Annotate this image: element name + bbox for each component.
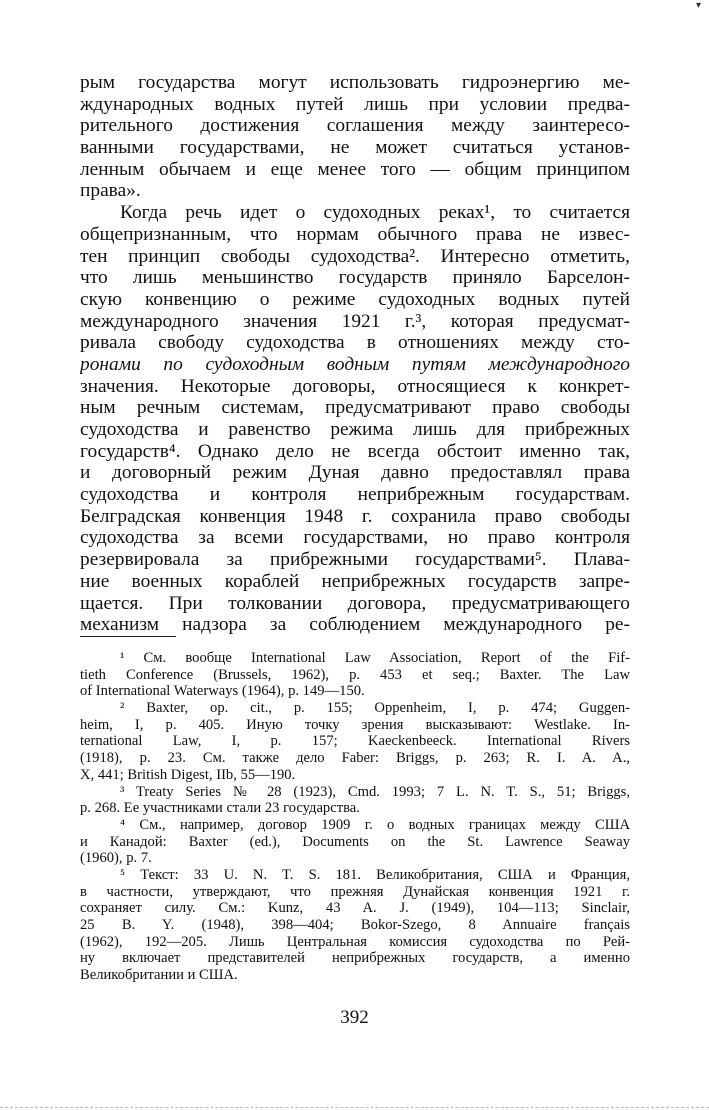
text-line: механизм надзора за соблюдением международного ре- [80, 614, 630, 636]
footnote-line: p. 268. Ее участниками стали 23 государства. [80, 800, 360, 817]
corner-mark: ▾ [695, 0, 701, 11]
text-line: Когда речь идет о судоходных реках¹, то считается [120, 202, 630, 224]
text-line: общепризнанным, что нормам обычного права не извес- [80, 223, 630, 245]
footnote-line: в частности, утверждают, что прежняя Дунайская конвенция 1921 г. [80, 883, 630, 900]
footnote-line: of International Waterways (1964), p. 149—150. [80, 683, 365, 700]
footnote-line: сохраняет силу. См.: Kunz, 43 A. J. (1949), 104—113; Sinclair, [80, 900, 630, 917]
text-line: ным речным системам, предусматривают право свободы [80, 397, 630, 419]
footnote-line: Великобритании и США. [80, 967, 238, 984]
footnote-line: (1960), p. 7. [80, 850, 152, 867]
text-line: ронами по судоходным водным путям международного [80, 353, 630, 375]
footnote-line: ² Baxter, op. cit., p. 155; Oppenheim, I, p. 474; Guggen- [120, 700, 630, 717]
footnote-line: и Канадой: Baxter (ed.), Documents on the St. Lawrence Seaway [80, 833, 630, 850]
footnote-line: ³ Treaty Series № 28 (1923), Cmd. 1993; 7 L. N. T. S., 51; Briggs, [120, 783, 630, 800]
footnote-line: X, 441; British Digest, IIb, 55—190. [80, 766, 296, 783]
text-line: скую конвенцию о режиме судоходных водных путей [80, 288, 630, 310]
footnote-line: (1962), 192—205. Лишь Центральная комиссия судоходства по Рей- [80, 933, 630, 950]
footnote-line: heim, I, p. 405. Иную точку зрения высказывают: Westlake. In- [80, 716, 630, 733]
text-line: судоходства и равенство режима лишь для прибрежных [80, 419, 630, 440]
text-line: тен принцип свободы судоходства². Интересно отметить, [80, 245, 630, 267]
footnote-line: ternational Law, I, p. 157; Kaeckenbeeck. International Rivers [80, 733, 630, 750]
text-line: права». [80, 180, 141, 202]
footnote-line: 25 B. Y. (1948), 398—404; Bokor-Szego, 8 Annuaire français [80, 917, 630, 933]
text-line: резервировала за прибрежными государствами⁵. Плава- [80, 549, 630, 571]
footnotes [80, 650, 630, 984]
text-line: государств⁴. Однако дело не всегда обстоит именно так, [80, 440, 630, 462]
text-line: ленным обычаем и еще менее того — общим принципом [80, 158, 630, 180]
text-line: щается. При толковании договора, предусматривающего [80, 592, 630, 614]
footnote-line: (1918), p. 23. См. также дело Faber: Briggs, p. 263; R. I. A. A., [80, 750, 630, 767]
text-line: рым государства могут использовать гидроэнергию ме- [80, 72, 630, 93]
text-line: и договорный режим Дуная давно предоставлял права [80, 462, 630, 484]
text-line: ривала свободу судоходства в отношениях между сто- [80, 332, 630, 354]
footnote-line: ⁵ Текст: 33 U. N. T. S. 181. Великобритания, США и Франция, [120, 866, 630, 883]
text-line: ванными государствами, не может считаться установ- [80, 137, 630, 159]
main-text [80, 72, 630, 636]
footnote-line: ну включает представителей неприбрежных государств, а именно [80, 950, 630, 967]
footnote-line: ¹ См. вообще International Law Association, Report of the Fif- [120, 650, 630, 666]
text-line: ждународных водных путей лишь при условии предва- [80, 93, 630, 115]
text-line: рительного достижения соглашения между заинтересо- [80, 115, 630, 137]
text-line: международного значения 1921 г.³, которая предусмат- [80, 310, 630, 332]
text-line: что лишь меньшинство государств приняло Барселон- [80, 267, 630, 289]
text-line: ние военных кораблей неприбрежных государств запре- [80, 570, 630, 592]
footnote-line: tieth Conference (Brussels, 1962), p. 453 et seq.; Baxter. The Law [80, 666, 630, 683]
text-line: судоходства и контроля неприбрежным государствам. [80, 484, 630, 506]
text-line: Белградская конвенция 1948 г. сохранила право свободы [80, 505, 630, 527]
footnote-separator [80, 636, 176, 637]
scan-edge-divider [0, 1107, 709, 1108]
page-number: 392 [340, 1007, 369, 1028]
footnote-line: ⁴ См., например, договор 1909 г. о водных границах между США [120, 816, 630, 833]
text-line: судоходства за всеми государствами, но право контроля [80, 527, 630, 549]
text-line: значения. Некоторые договоры, относящиеся к конкрет- [80, 375, 630, 397]
